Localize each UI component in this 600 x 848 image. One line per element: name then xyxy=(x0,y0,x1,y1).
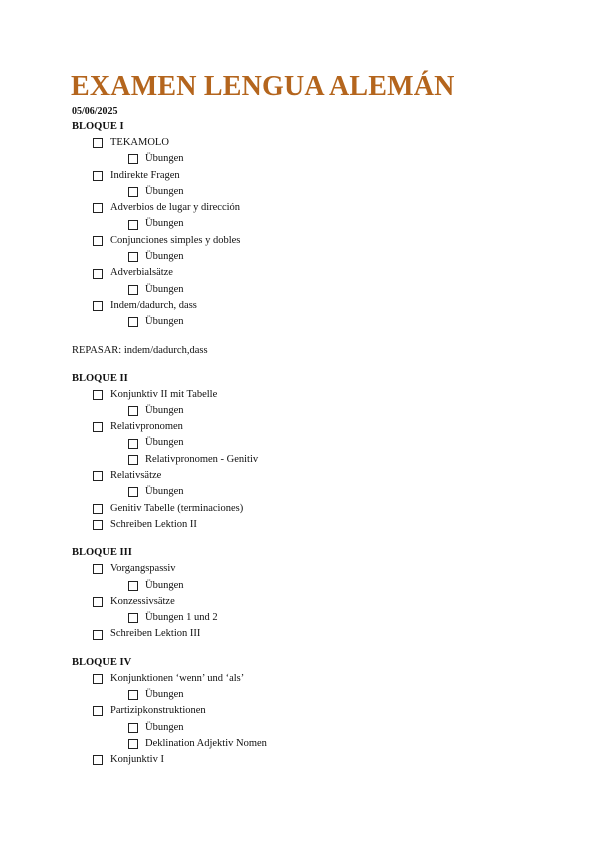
section-bloque xyxy=(72,655,572,769)
checklist-subitem xyxy=(128,610,572,626)
checkbox[interactable] xyxy=(93,471,103,481)
item-label: Übungen xyxy=(145,316,184,328)
checklist-item xyxy=(93,387,572,403)
checkbox[interactable] xyxy=(93,674,103,684)
item-label: Übungen xyxy=(145,579,184,591)
item-label: Indem/dadurch, dass xyxy=(110,299,197,311)
item-label: Conjunciones simples y dobles xyxy=(110,234,241,246)
item-label: Konjunktionen ‘wenn’ und ‘als’ xyxy=(110,672,245,684)
checkbox[interactable] xyxy=(93,564,103,574)
section-spacer xyxy=(72,643,572,655)
section-title: BLOQUE I xyxy=(72,121,124,132)
checklist-subitem xyxy=(128,314,572,330)
checkbox[interactable] xyxy=(93,706,103,716)
checkbox[interactable] xyxy=(93,138,103,148)
item-label: Übungen xyxy=(145,283,184,295)
checkbox[interactable] xyxy=(128,285,138,295)
review-note: REPASAR: indem/dadurch,dass xyxy=(72,344,208,356)
checkbox[interactable] xyxy=(93,597,103,607)
checkbox[interactable] xyxy=(128,455,138,465)
item-label: Übungen 1 und 2 xyxy=(145,612,218,624)
checklist-subitem xyxy=(128,435,572,451)
item-label: Übungen xyxy=(145,153,184,165)
checkbox[interactable] xyxy=(93,504,103,514)
checkbox[interactable] xyxy=(93,171,103,181)
section-title: BLOQUE IV xyxy=(72,656,132,668)
checklist-item xyxy=(93,501,572,517)
checkbox[interactable] xyxy=(128,220,138,230)
checkbox[interactable] xyxy=(128,187,138,197)
item-label: TEKAMOLO xyxy=(110,137,169,148)
checklist-item xyxy=(93,419,572,435)
item-label: Schreiben Lektion III xyxy=(110,628,201,640)
item-label: Relativpronomen xyxy=(110,421,183,433)
checkbox[interactable] xyxy=(93,755,103,765)
item-label: Übungen xyxy=(145,251,184,263)
section-title: BLOQUE III xyxy=(72,547,132,559)
item-label: Schreiben Lektion II xyxy=(110,518,197,530)
checklist-item xyxy=(93,594,572,610)
checkbox[interactable] xyxy=(93,269,103,279)
checklist-item xyxy=(93,265,572,281)
checklist-item xyxy=(93,298,572,314)
checklist-item xyxy=(93,233,572,249)
checklist-item xyxy=(93,626,572,642)
checklist-item xyxy=(93,200,572,216)
section-spacer xyxy=(72,533,572,545)
checkbox[interactable] xyxy=(93,203,103,213)
section-title: BLOQUE II xyxy=(72,372,128,384)
item-label: Deklination Adjektiv Nomen xyxy=(145,737,267,749)
item-label: Partizipkonstruktionen xyxy=(110,705,206,717)
checkbox[interactable] xyxy=(128,406,138,416)
checklist-subitem xyxy=(128,403,572,419)
section-bloque xyxy=(72,371,572,534)
checkbox[interactable] xyxy=(128,723,138,733)
checklist-subitem xyxy=(128,578,572,594)
checklist-item xyxy=(93,135,572,151)
checkbox[interactable] xyxy=(128,581,138,591)
checklist-content xyxy=(72,119,572,769)
section-bloque xyxy=(72,119,572,359)
section-bloque xyxy=(72,545,572,642)
item-label: Konzessivsätze xyxy=(110,595,175,607)
checkbox[interactable] xyxy=(93,301,103,311)
checklist-subitem xyxy=(128,184,572,200)
item-label: Übungen xyxy=(145,486,184,498)
checklist-subitem xyxy=(128,687,572,703)
item-label: Genitiv Tabelle (terminaciones) xyxy=(110,502,244,514)
checklist-subitem xyxy=(128,720,572,736)
item-label: Indirekte Fragen xyxy=(110,169,180,181)
checkbox[interactable] xyxy=(128,317,138,327)
checkbox[interactable] xyxy=(128,487,138,497)
item-label: Relativpronomen - Genitiv xyxy=(145,453,259,465)
item-label: Relativsätze xyxy=(110,470,162,482)
checklist-item xyxy=(93,468,572,484)
item-label: Adverbios de lugar y dirección xyxy=(110,202,241,214)
item-label: Übungen xyxy=(145,437,184,449)
checkbox[interactable] xyxy=(128,613,138,623)
checklist-subitem xyxy=(128,484,572,500)
exam-date: 05/06/2025 xyxy=(72,106,118,117)
section-spacer xyxy=(72,359,572,371)
checkbox[interactable] xyxy=(128,252,138,262)
item-label: Übungen xyxy=(145,404,184,416)
checklist-subitem xyxy=(128,282,572,298)
checkbox[interactable] xyxy=(128,154,138,164)
checklist-item xyxy=(93,561,572,577)
checklist-item xyxy=(93,168,572,184)
checkbox[interactable] xyxy=(93,236,103,246)
checklist-item xyxy=(93,752,572,768)
checklist-item xyxy=(93,517,572,533)
checklist-subitem xyxy=(128,216,572,232)
item-label: Übungen xyxy=(145,721,184,733)
item-label: Konjunktiv I xyxy=(110,754,164,766)
checkbox[interactable] xyxy=(93,390,103,400)
checklist-item xyxy=(93,703,572,719)
checklist-subitem xyxy=(128,249,572,265)
item-label: Übungen xyxy=(145,185,184,197)
checkbox[interactable] xyxy=(128,690,138,700)
page-title: EXAMEN LENGUA ALEMÁN xyxy=(71,71,455,102)
item-label: Übungen xyxy=(145,218,184,230)
item-label: Adverbialsätze xyxy=(110,267,173,279)
checklist-subitem xyxy=(128,736,572,752)
checklist-subitem xyxy=(128,151,572,167)
checkbox[interactable] xyxy=(128,439,138,449)
checkbox[interactable] xyxy=(128,739,138,749)
checkbox[interactable] xyxy=(93,520,103,530)
item-label: Übungen xyxy=(145,689,184,701)
checkbox[interactable] xyxy=(93,630,103,640)
checklist-item xyxy=(93,671,572,687)
checklist-subitem xyxy=(128,452,572,468)
item-label: Konjunktiv II mit Tabelle xyxy=(110,388,218,400)
checkbox[interactable] xyxy=(93,422,103,432)
item-label: Vorgangspassiv xyxy=(110,563,176,575)
